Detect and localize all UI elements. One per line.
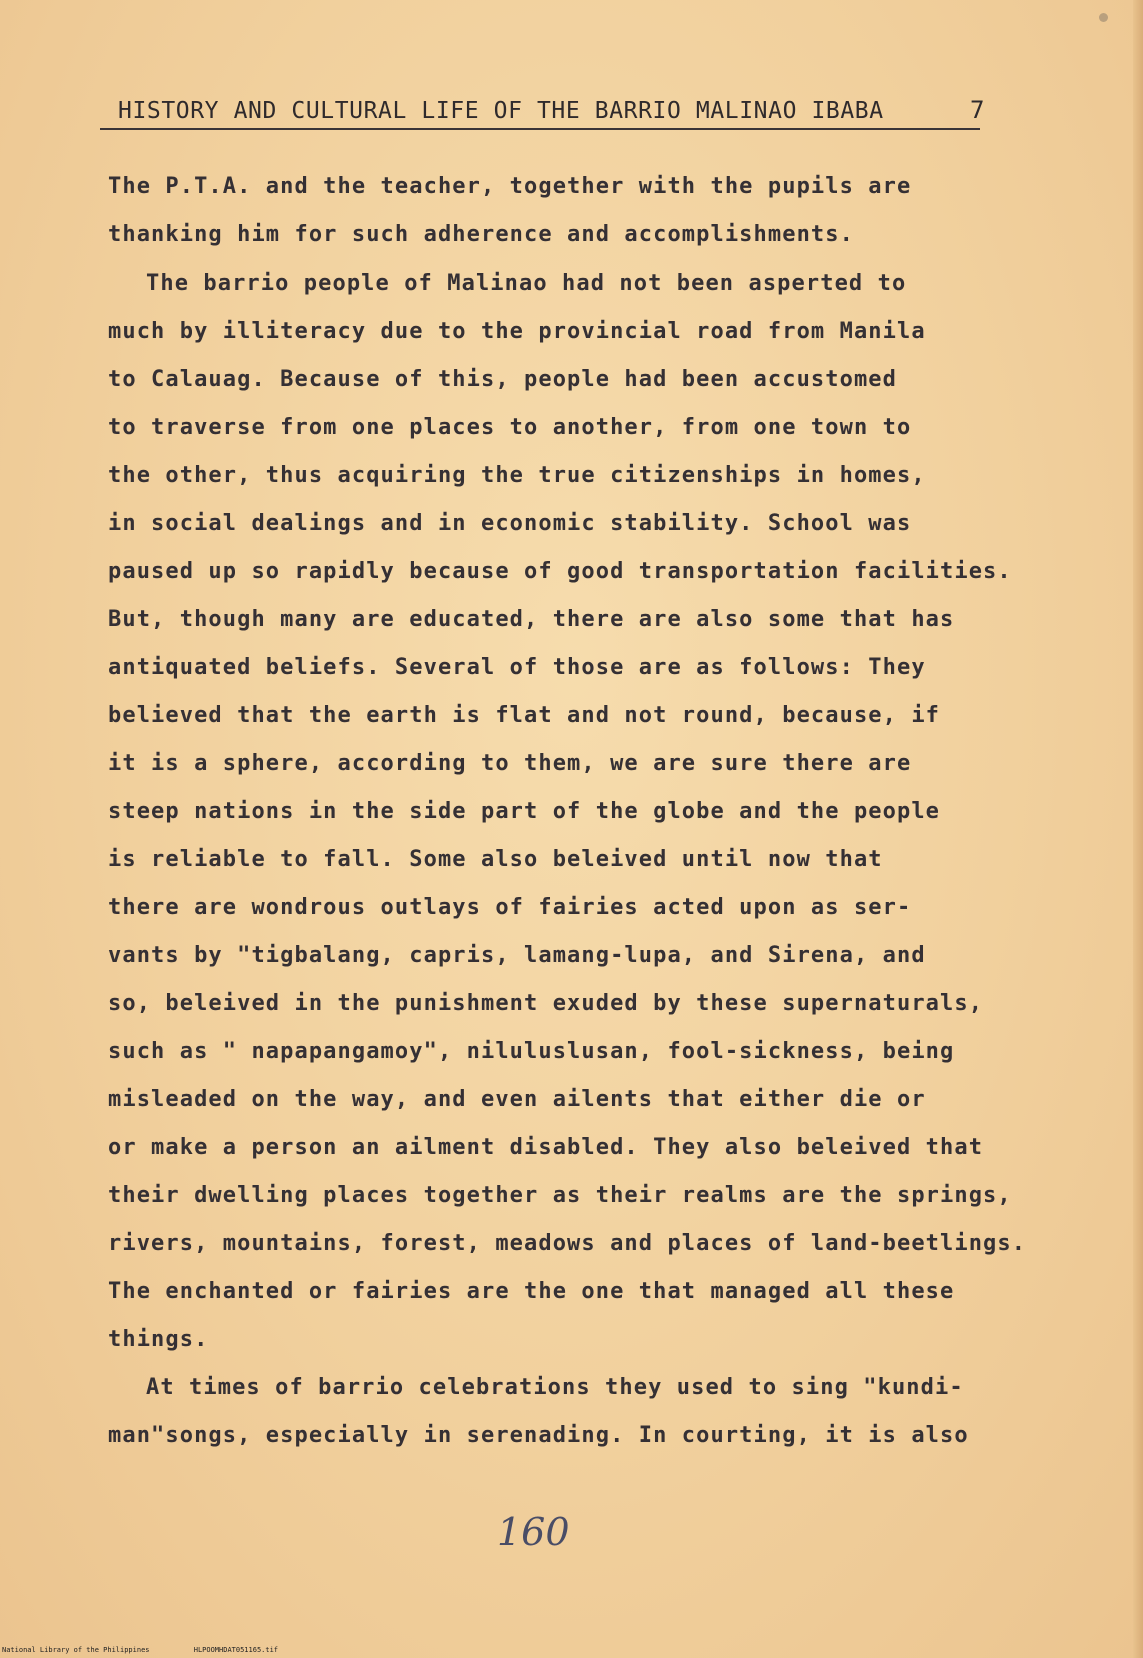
paper-spot [1099,13,1108,22]
text-line: thanking him for such adherence and accomplishments. [108,222,854,247]
text-line: there are wondrous outlays of fairies acted upon as ser- [108,895,912,920]
text-line: their dwelling places together as their realms are the springs, [108,1183,1012,1208]
text-line: The enchanted or fairies are the one that managed all these [108,1279,955,1304]
text-line: But, though many are educated, there are also some that has [108,607,955,632]
text-line: much by illiteracy due to the provincial road from Manila [108,319,926,344]
footer-file: HLPOOMHDAT051165.tif [193,1646,279,1654]
text-line: man"songs, especially in serenading. In courting, it is also [108,1423,969,1448]
text-line: At times of barrio celebrations they used to sing "kundi- [146,1375,964,1400]
header-page-number: 7 [970,96,986,124]
scan-footer [2,1646,318,1654]
text-line: to traverse from one places to another, from one town to [108,415,912,440]
footer-library: National Library of the Philippines [2,1646,150,1654]
text-line: paused up so rapidly because of good transportation facilities. [108,559,1012,584]
header-title: HISTORY AND CULTURAL LIFE OF THE BARRIO MALINAO IBABA [118,98,884,124]
handwritten-folio-number: 160 [497,1510,570,1554]
text-line: vants by "tigbalang, capris, lamang-lupa, and Sirena, and [108,943,926,968]
text-line: The barrio people of Malinao had not been asperted to [146,271,907,296]
page-header [100,96,995,138]
text-line: rivers, mountains, forest, meadows and places of land-beetlings. [108,1231,1027,1256]
text-line: or make a person an ailment disabled. They also beleived that [108,1135,984,1160]
text-line: believed that the earth is flat and not round, because, if [108,703,941,728]
text-line: antiquated beliefs. Several of those are as follows: They [108,655,926,680]
text-line: it is a sphere, according to them, we are sure there are [108,751,912,776]
text-line: things. [108,1327,209,1352]
text-line: steep nations in the side part of the globe and the people [108,799,941,824]
text-line: is reliable to fall. Some also beleived until now that [108,847,883,872]
text-line: such as " napapangamoy", niluluslusan, fool-sickness, being [108,1039,955,1064]
text-line: misleaded on the way, and even ailents that either die or [108,1087,926,1112]
text-line: to Calauag. Because of this, people had been accustomed [108,367,897,392]
page-edge [1133,0,1143,1658]
text-line: The P.T.A. and the teacher, together with the pupils are [108,174,912,199]
header-underline [100,128,980,130]
text-line: in social dealings and in economic stability. School was [108,511,912,536]
text-line: so, beleived in the punishment exuded by these supernaturals, [108,991,984,1016]
text-line: the other, thus acquiring the true citizenships in homes, [108,463,926,488]
